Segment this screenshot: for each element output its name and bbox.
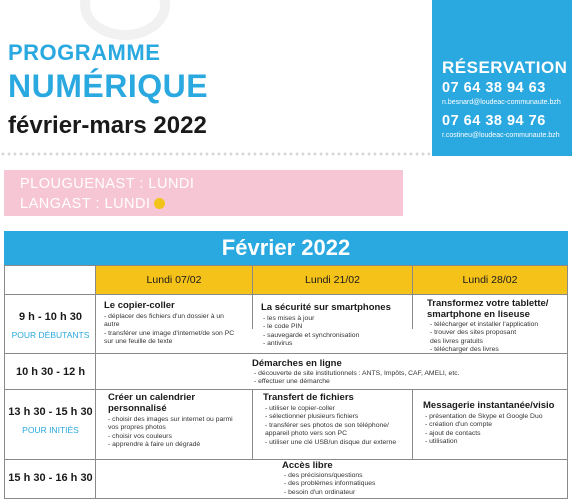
title-programme: PROGRAMME xyxy=(8,40,161,65)
session-detail-item: - transférer une image d'internet/de son PC xyxy=(104,329,235,337)
month-banner xyxy=(4,231,568,265)
session-details xyxy=(265,405,396,447)
session-detail-item: autre xyxy=(104,321,120,329)
day-header-2802: Lundi 28/02 xyxy=(413,266,567,294)
location-plouguenast: PLOUGUENAST : LUNDI xyxy=(20,176,195,192)
title-period: février-mars 2022 xyxy=(8,112,207,139)
session-detail-item: - déplacer des fichiers d'un dossier à un xyxy=(104,313,224,320)
location-langast xyxy=(20,196,165,212)
session-detail-item: - sélectionner plusieurs fichiers xyxy=(265,413,359,421)
time-slot-2: 10 h 30 - 12 h xyxy=(15,366,86,378)
yellow-dot-icon xyxy=(154,198,165,209)
level-inities: POUR INITIÉS xyxy=(22,425,79,435)
location-langast-label: LANGAST : LUNDI xyxy=(20,196,151,212)
column-divider xyxy=(412,389,413,459)
session-detail-item: - apprendre à faire un dégradé xyxy=(108,441,201,449)
session-title: La sécurité sur smartphones xyxy=(261,302,391,313)
session-title: Transfert de fichiers xyxy=(263,392,354,403)
reservation-email-1: n.besnard@loudeac-communaute.bzh xyxy=(442,99,561,106)
column-divider xyxy=(252,266,253,329)
session-detail-item: - les mises à jour xyxy=(263,315,315,322)
session-details xyxy=(104,313,234,347)
title-numerique: NUMÉRIQUE xyxy=(8,68,209,104)
dotted-divider xyxy=(0,152,430,156)
session-details xyxy=(284,472,375,497)
session-detail-item: - des précisions/questions xyxy=(284,472,363,479)
session-detail-item: - le code PIN xyxy=(263,323,303,331)
level-debutants: POUR DÉBUTANTS xyxy=(11,330,90,340)
session-detail-item: - besoin d'un ordinateur xyxy=(284,488,356,496)
session-details xyxy=(263,315,359,349)
session-details xyxy=(254,370,460,387)
day-header-0702: Lundi 07/02 xyxy=(96,266,252,294)
session-title: Accès libre xyxy=(282,460,333,471)
session-detail-item: appareil photo vers son PC xyxy=(265,430,347,438)
session-detail-item: - télécharger et installer l'application xyxy=(430,321,539,328)
session-detail-item: - effectuer une démarche xyxy=(254,378,330,386)
session-detail-item: - ajout de contacts xyxy=(425,429,481,437)
session-detail-item: - présentation de Skype et Google Duo xyxy=(425,413,543,420)
session-title-line: Transformez votre tablette/ xyxy=(427,298,549,309)
session-title: Messagerie instantanée/visio xyxy=(423,400,555,411)
schedule-table xyxy=(4,265,568,499)
session-title xyxy=(108,392,195,414)
reservation-email-2: r.costineu@loudeac-communaute.bzh xyxy=(442,132,560,139)
session-detail-item: - choisir des images sur internet ou parmi xyxy=(108,416,233,423)
time-slot-1: 9 h - 10 h 30 xyxy=(19,311,82,323)
session-title xyxy=(427,298,548,320)
session-detail-item: - choisir vos couleurs xyxy=(108,432,172,440)
session-title-line: personnalisé xyxy=(108,403,167,414)
time-slot-4: 15 h 30 - 16 h 30 xyxy=(8,472,93,484)
reservation-box xyxy=(432,0,572,156)
session-detail-item: - des problèmes informatiques xyxy=(284,480,376,488)
day-header-2102: Lundi 21/02 xyxy=(253,266,412,294)
row-divider xyxy=(5,294,567,295)
month-title: Février 2022 xyxy=(221,235,351,260)
session-detail-item: - télécharger des livres xyxy=(430,346,499,354)
session-detail-item: - découverte de site institutionnels : ANTS, Impôts, CAF, AMELI, etc. xyxy=(254,370,460,377)
session-detail-item: - transférer ses photos de son téléphone/ xyxy=(265,421,389,429)
session-detail-item: - utiliser le copier-coller xyxy=(265,405,335,412)
session-detail-item: - création d'un compte xyxy=(425,421,493,429)
row-divider xyxy=(5,389,567,390)
session-title: Démarches en ligne xyxy=(252,358,342,369)
reservation-phone-1: 07 64 38 94 63 xyxy=(442,80,546,96)
session-detail-item: - trouver des sites proposant xyxy=(430,329,517,337)
session-title-line: smartphone en liseuse xyxy=(427,309,530,320)
column-divider xyxy=(95,266,96,498)
session-detail-item: - antivirus xyxy=(263,340,293,348)
session-detail-item: des livres gratuits xyxy=(430,337,483,345)
session-detail-item: - utilisation xyxy=(425,438,458,446)
decorative-shape xyxy=(80,0,170,40)
session-details xyxy=(430,321,538,355)
reservation-title: RÉSERVATION xyxy=(442,58,568,77)
session-details xyxy=(108,416,233,450)
column-divider xyxy=(412,266,413,329)
column-divider xyxy=(252,389,253,459)
session-detail-item: sur une feuille de texte xyxy=(104,338,173,346)
session-detail-item: - utiliser une clé USB/un disque dur externe xyxy=(265,438,397,446)
session-detail-item: - sauvegarde et synchronisation xyxy=(263,331,360,339)
session-details xyxy=(425,413,543,447)
locations-banner xyxy=(4,170,403,216)
time-slot-3: 13 h 30 - 15 h 30 xyxy=(8,406,93,418)
session-title-line: Créer un calendrier xyxy=(108,392,196,403)
session-title: Le copier-coller xyxy=(104,300,175,311)
reservation-phone-2: 07 64 38 94 76 xyxy=(442,113,546,129)
session-detail-item: vos propres photos xyxy=(108,424,166,432)
